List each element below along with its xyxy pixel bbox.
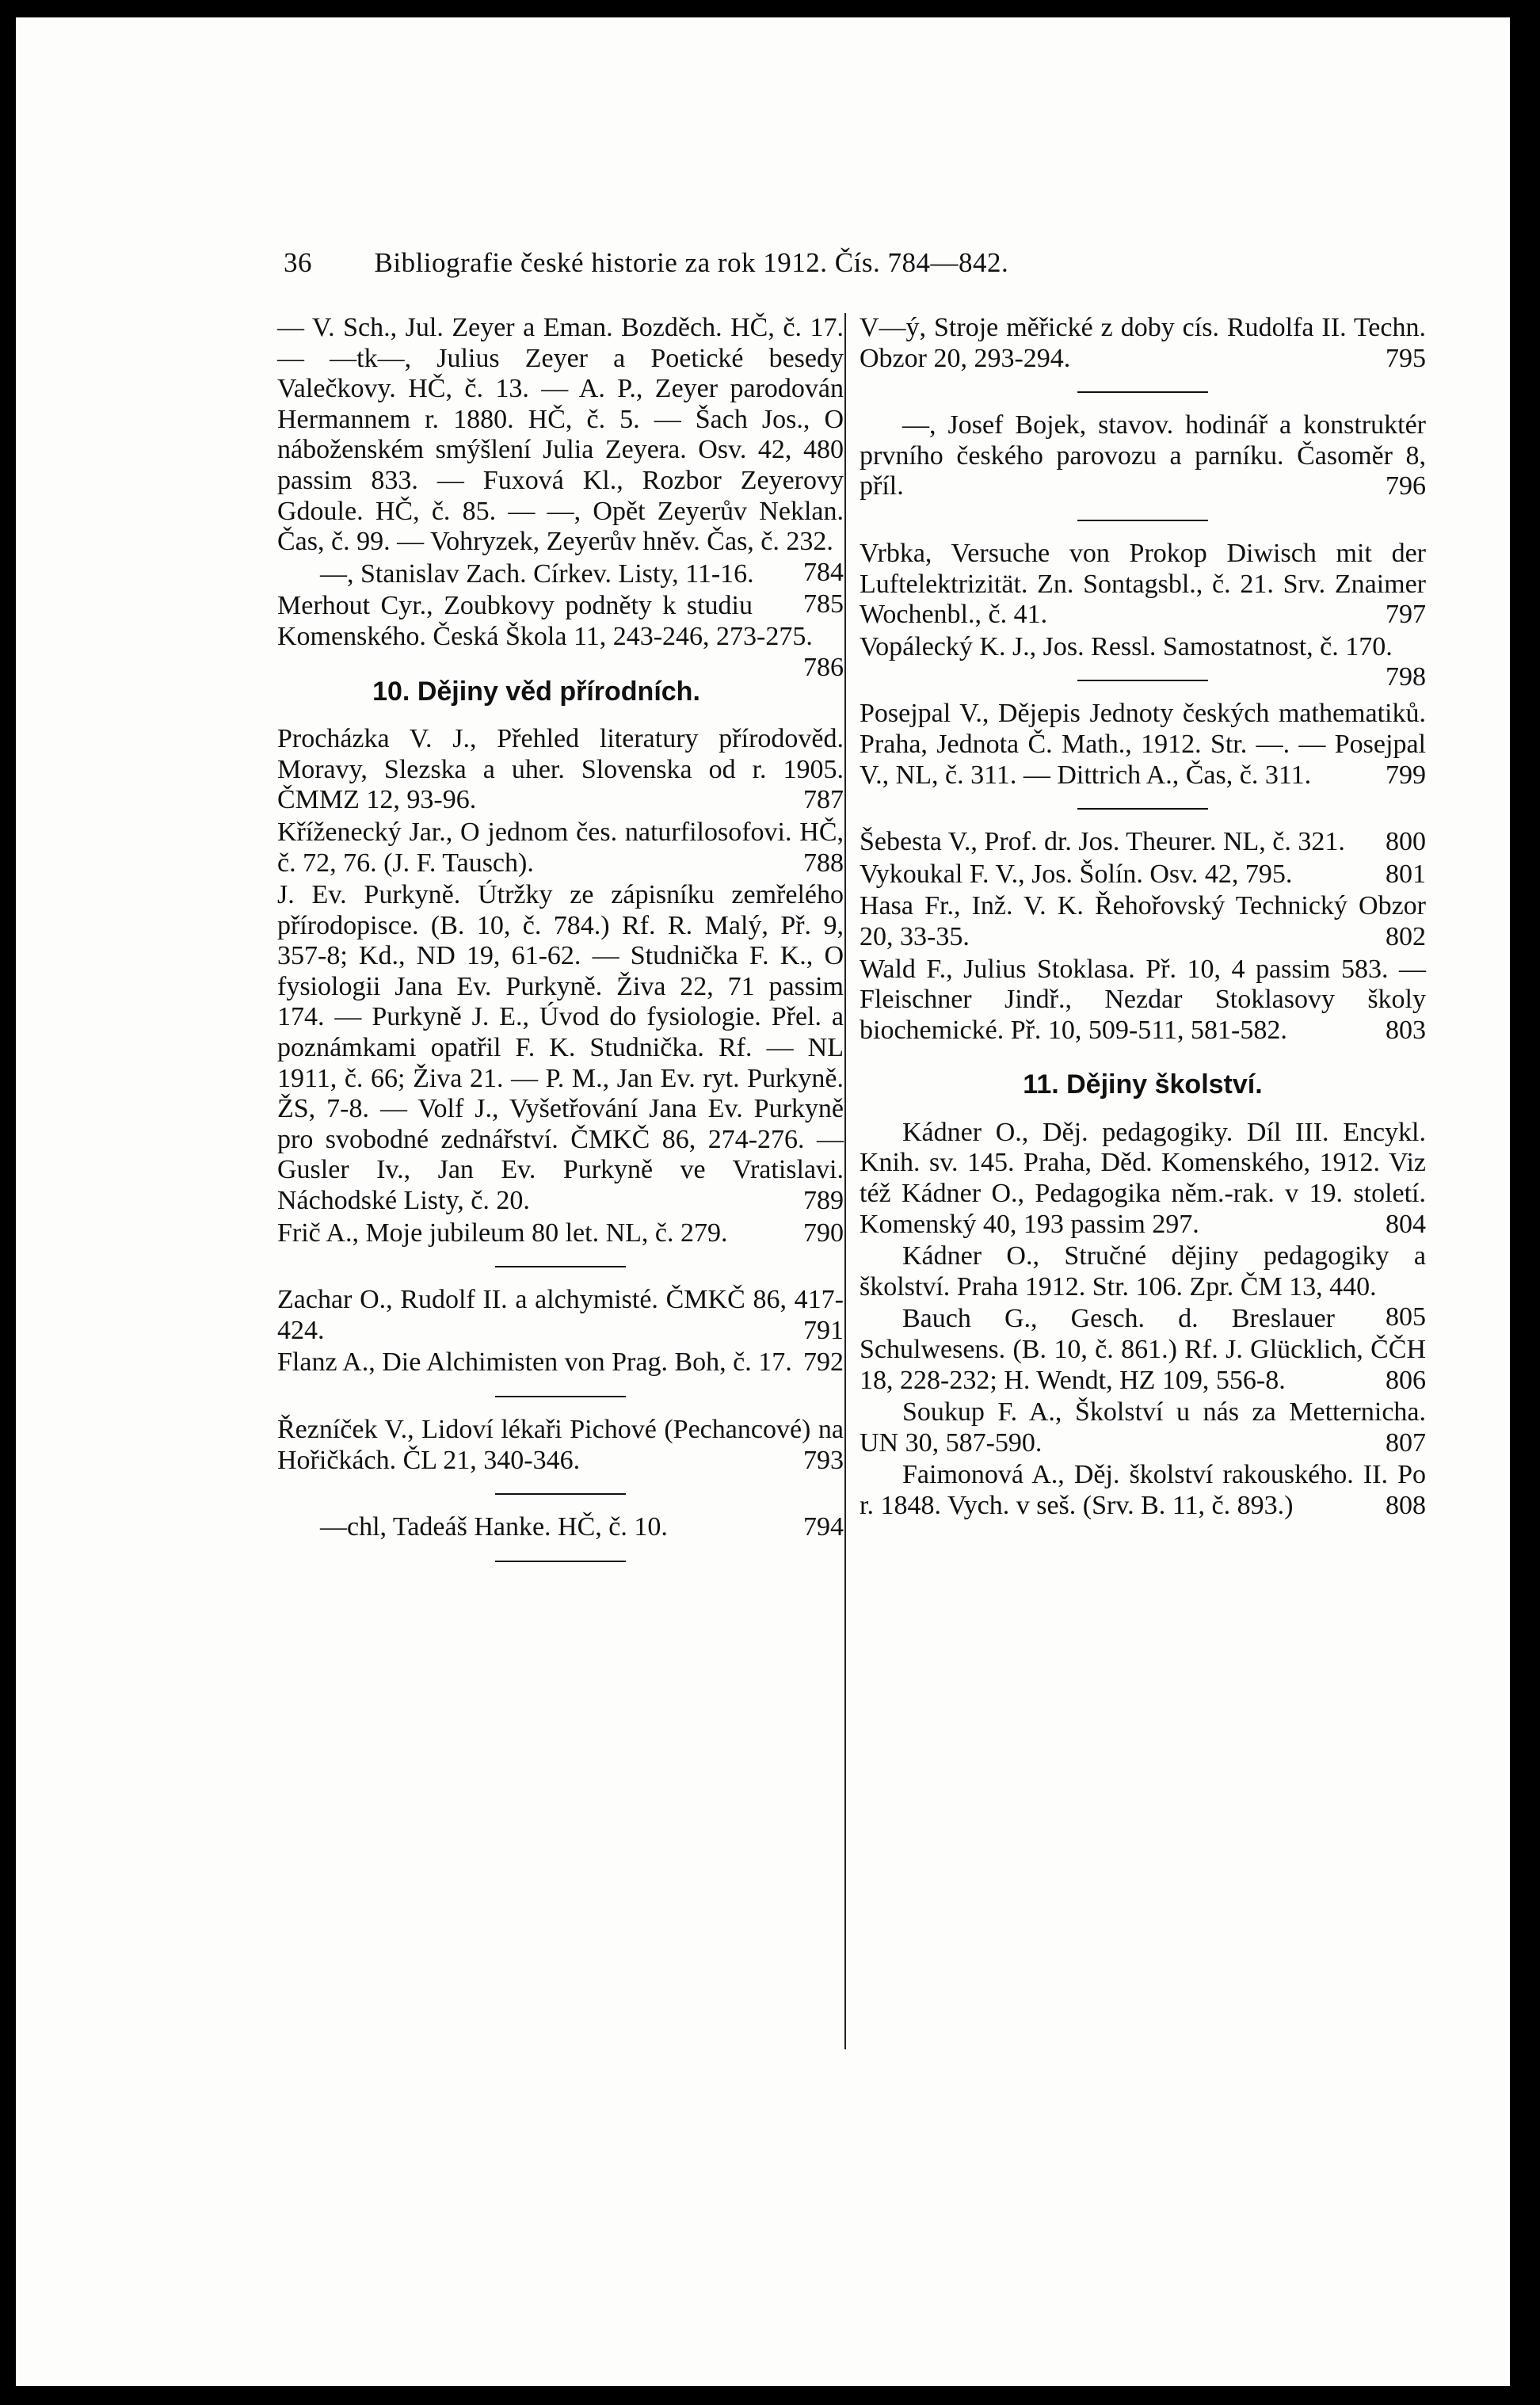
entry-number: 802: [1386, 921, 1426, 951]
entry-number: 801: [1386, 859, 1426, 889]
entry-802: Hasa Fr., Inž. V. K. Řehořovský Technický Obzor 20, 33-35. 802: [860, 891, 1426, 951]
entry-800: Šebesta V., Prof. dr. Jos. Theurer. NL, č. 321. 800: [860, 827, 1426, 857]
separator-rule: [495, 1561, 626, 1562]
section-heading-10: 10. Dějiny věd přírodních.: [372, 676, 700, 707]
entry-806: Bauch G., Gesch. d. Breslauer Schulwesens. (B. 10, č. 861.) Rf. J. Glücklich, ČČH 18, 228-232; H. Wendt, HZ 109, 556-8. 806: [860, 1304, 1426, 1395]
separator-rule: [1077, 391, 1208, 393]
entry-788: Kříženecký Jar., O jednom čes. naturfilosofovi. HČ, č. 72, 76. (J. F. Tausch). 788: [277, 817, 844, 878]
entry-794: —chl, Tadeáš Hanke. HČ, č. 10. 794: [320, 1512, 844, 1542]
entry-number: 784: [803, 557, 844, 587]
entry-790: Frič A., Moje jubileum 80 let. NL, č. 279. 790: [277, 1218, 844, 1248]
entry-number: 791: [803, 1315, 844, 1345]
entry-number: 798: [1386, 662, 1426, 692]
section-heading-11: 11. Dějiny školství.: [1023, 1069, 1263, 1100]
entry-number: 808: [1386, 1491, 1426, 1520]
separator-rule: [1077, 520, 1208, 521]
entry-number: 785: [803, 589, 844, 619]
entry-807: Soukup F. A., Školství u nás za Metternicha. UN 30, 587-590. 807: [860, 1397, 1426, 1458]
entry-number: 800: [1386, 827, 1426, 857]
entry-801: Vykoukal F. V., Jos. Šolín. Osv. 42, 795. 801: [860, 859, 1426, 889]
entry-792: Flanz A., Die Alchimisten von Prag. Boh, č. 17. 792: [277, 1347, 844, 1378]
separator-rule: [495, 1396, 626, 1397]
entry-number: 787: [803, 785, 844, 815]
entry-793: Řezníček V., Lidoví lékaři Pichové (Pechancové) na Hořičkách. ČL 21, 340-346. 793: [277, 1415, 844, 1475]
entry-number: 804: [1386, 1209, 1426, 1239]
entry-785: —, Stanislav Zach. Církev. Listy, 11-16. 785: [320, 558, 844, 619]
entry-791: Zachar O., Rudolf II. a alchymisté. ČMKČ 86, 417-424. 791: [277, 1285, 844, 1345]
entry-number: 789: [803, 1186, 844, 1216]
entry-number: 797: [1386, 600, 1426, 630]
entry-803: Wald F., Julius Stoklasa. Př. 10, 4 passim 583. — Fleischner Jindř., Nezdar Stoklasovy školy biochemické. Př. 10, 509-511, 581-582. 803: [860, 954, 1426, 1045]
entry-number: 799: [1386, 760, 1426, 790]
entry-number: 806: [1386, 1365, 1426, 1395]
separator-rule: [1077, 808, 1208, 810]
entry-number: 788: [803, 848, 844, 878]
entry-number: 795: [1386, 343, 1426, 373]
running-header: [284, 247, 1274, 279]
entry-number: 803: [1386, 1015, 1426, 1045]
entry-number: 793: [803, 1445, 844, 1475]
entry-808: Faimonová A., Děj. školství rakouského. II. Po r. 1848. Vych. v seš. (Srv. B. 11, č. 893.) 808: [860, 1460, 1426, 1520]
entry-784: — V. Sch., Jul. Zeyer a Eman. Bozděch. HČ, č. 17. — —tk—, Julius Zeyer a Poetické besedy Valečkovy. HČ, č. 13. — A. P., Zeyer parodován Hermannem r. 1880. HČ, č. 5. — Šach Jos., O náboženském smýšlení Julia Zeyera. Osv. 42, 480 passim 833. — Fuxová Kl., Rozbor Zeyerovy Gdoule. HČ, č. 85. — —, Opět Zeyerův Neklan. Čas, č. 99. — Vohryzek, Zeyerův hněv. Čas, č. 232. 784: [277, 313, 844, 587]
entry-number: 796: [1386, 471, 1426, 501]
entry-number: 805: [1386, 1302, 1426, 1332]
separator-rule: [495, 1493, 626, 1495]
entry-number: 790: [803, 1218, 844, 1248]
entry-786: Merhout Cyr., Zoubkovy podněty k studiu Komenského. Česká Škola 11, 243-246, 273-275. 786: [277, 591, 844, 682]
entry-797: Vrbka, Versuche von Prokop Diwisch mit der Luftelektrizität. Zn. Sontagsbl., č. 21. Srv. Znaimer Wochenbl., č. 41. 797: [860, 538, 1426, 630]
entry-number: 786: [803, 652, 844, 682]
separator-rule: [495, 1266, 626, 1267]
entry-795: V—ý, Stroje měřické z doby cís. Rudolfa II. Techn. Obzor 20, 293-294. 795: [860, 313, 1426, 373]
entry-number: 807: [1386, 1427, 1426, 1458]
entry-796: —, Josef Bojek, stavov. hodinář a konstruktér prvního českého parovozu a parníku. Časoměr 8, příl. 796: [860, 410, 1426, 501]
entry-798: Vopálecký K. J., Jos. Ressl. Samostatnost, č. 170. 798: [860, 631, 1426, 692]
entry-804: Kádner O., Děj. pedagogiky. Díl III. Encykl. Knih. sv. 145. Praha, Děd. Komenského, 1912. Viz též Kádner O., Pedagogika něm.-rak. v 19. století. Komenský 40, 193 passim 297. 804: [860, 1117, 1426, 1239]
entry-799: Posejpal V., Dějepis Jednoty českých mathematiků. Praha, Jednota Č. Math., 1912. Str. —. — Posejpal V., NL, č. 311. — Dittrich A., Čas, č. 311. 799: [860, 699, 1426, 790]
entry-number: 792: [803, 1347, 844, 1378]
page-number: 36: [284, 247, 312, 278]
column-divider: [844, 313, 846, 2049]
separator-rule: [1077, 680, 1208, 681]
page-title: Bibliografie české historie za rok 1912. Čís. 784—842.: [374, 247, 1009, 278]
right-column: [860, 313, 1426, 1523]
entry-number: 794: [803, 1512, 844, 1542]
entry-787: Procházka V. J., Přehled literatury přírodověd. Moravy, Slezska a uher. Slovenska od r. 1905. ČMMZ 12, 93-96. 787: [277, 724, 844, 815]
left-column: [277, 313, 844, 1580]
entry-805: Kádner O., Stručné dějiny pedagogiky a školství. Praha 1912. Str. 106. Zpr. ČM 13, 440. 805: [860, 1241, 1426, 1332]
entry-789: J. Ev. Purkyně. Útržky ze zápisníku zemřelého přírodopisce. (B. 10, č. 784.) Rf. R. Malý, Př. 9, 357-8; Kd., ND 19, 61-62. — Studnička F. K., O fysiologii Jana Ev. Purkyně. Živa 22, 71 passim 174. — Purkyně J. E., Úvod do fysiologie. Přel. a poznámkami opatřil F. K. Studnička. Rf. — NL 1911, č. 66; Živa 21. — P. M., Jan Ev. ryt. Purkyně. ŽS, 7-8. — Volf J., Vyšetřování Jana Ev. Purkyně pro svobodné zednářství. ČMKČ 86, 274-276. — Gusler Iv., Jan Ev. Purkyně ve Vratislavi. Náchodské Listy, č. 20. 789: [277, 880, 844, 1216]
